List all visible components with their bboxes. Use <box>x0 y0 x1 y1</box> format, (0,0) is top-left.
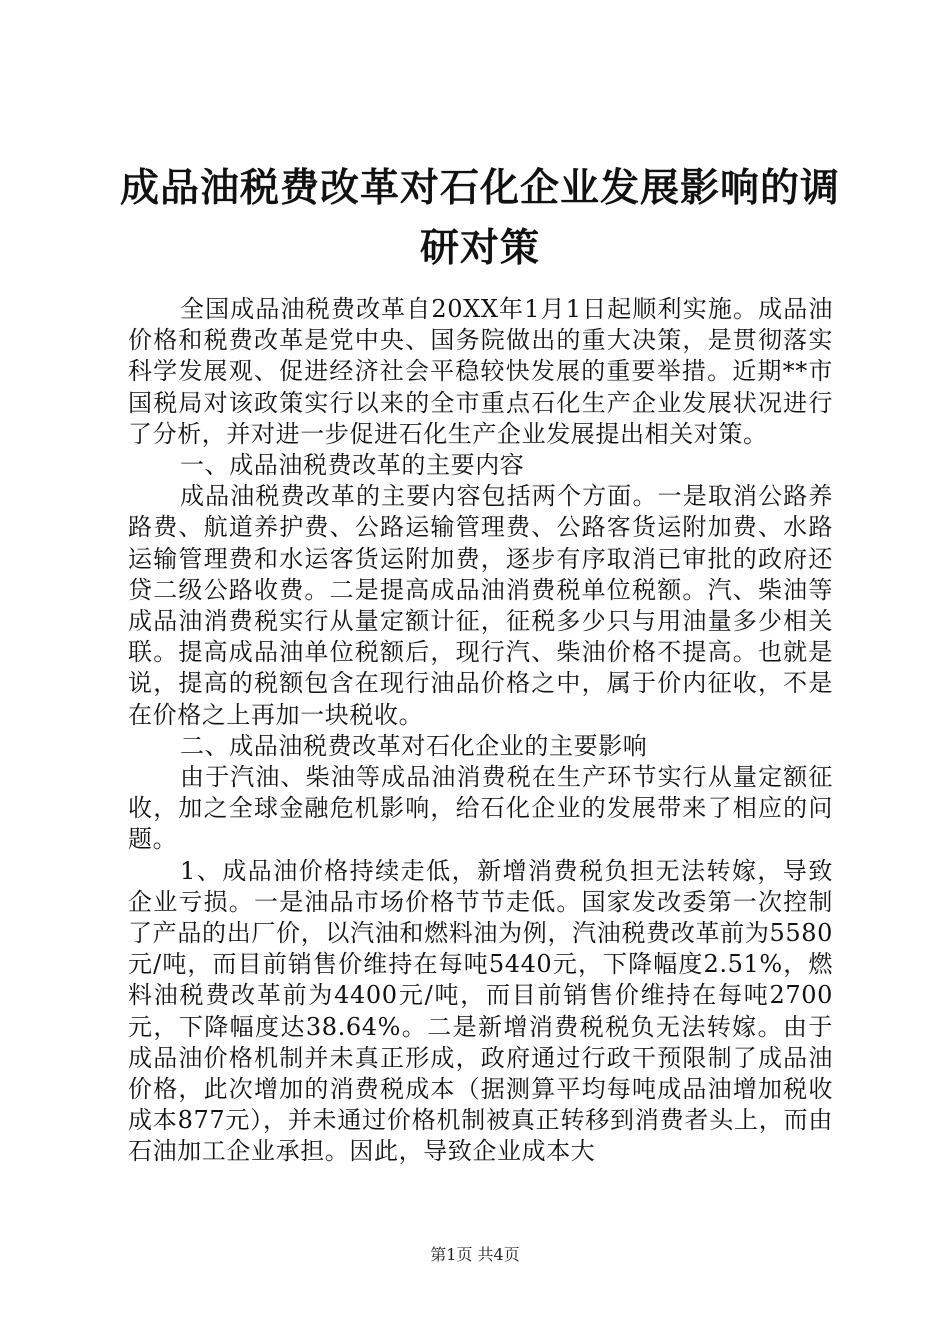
section-1-paragraph: 成品油税费改革的主要内容包括两个方面。一是取消公路养路费、航道养护费、公路运输管理费、公路客货运附加费、水路运输管理费和水运客货运附加费，逐步有序取消已审批的政府还贷二级公路收费。二是提高成品油消费税单位税额。汽、柴油等成品油消费税实行从量定额计征，征税多少只与用油量多少相关联。提高成品油单位税额后，现行汽、柴油价格不提高。也就是说，提高的税额包含在现行油品价格之中，属于价内征收，不是在价格之上再加一块税收。 <box>128 482 833 729</box>
section-2-paragraph: 由于汽油、柴油等成品油消费税在生产环节实行从量定额征收，加之全球金融危机影响，给石化企业的发展带来了相应的问题。 <box>128 763 833 854</box>
page-number-footer: 第1页 共4页 <box>430 1245 520 1264</box>
section-heading-2: 二、成品油税费改革对石化企业的主要影响 <box>180 731 648 760</box>
section-2-item-1-paragraph: 1、成品油价格持续走低，新增消费税负担无法转嫁，导致企业亏损。一是油品市场价格节节走低。国家发改委第一次控制了产品的出厂价，以汽油和燃料油为例，汽油税费改革前为5580元/吨，而目前销售价维持在每吨5440元，下降幅度2.51%，燃料油税费改革前为4400元/吨，而目前销售价维持在每吨2700元，下降幅度达38.64%。二是新增消费税税负无法转嫁。由于成品油价格机制并未真正形成，政府通过行政干预限制了成品油价格，此次增加的消费税成本（据测算平均每吨成品油增加税收成本877元），并未通过价格机制被真正转移到消费者头上，而由石油加工企业承担。因此，导致企业成本大 <box>128 856 833 1166</box>
document-body <box>128 294 833 1168</box>
section-heading-1: 一、成品油税费改革的主要内容 <box>180 451 525 480</box>
intro-paragraph: 全国成品油税费改革自20XX年1月1日起顺利实施。成品油价格和税费改革是党中央、国务院做出的重大决策，是贯彻落实科学发展观、促进经济社会平稳较快发展的重要举措。近期**市国税局对该政策实行以来的全市重点石化生产企业发展状况进行了分析，并对进一步促进石化生产企业发展提出相关对策。 <box>128 295 833 448</box>
document-title: 成品油税费改革对石化企业发展影响的调研对策 <box>119 165 840 271</box>
